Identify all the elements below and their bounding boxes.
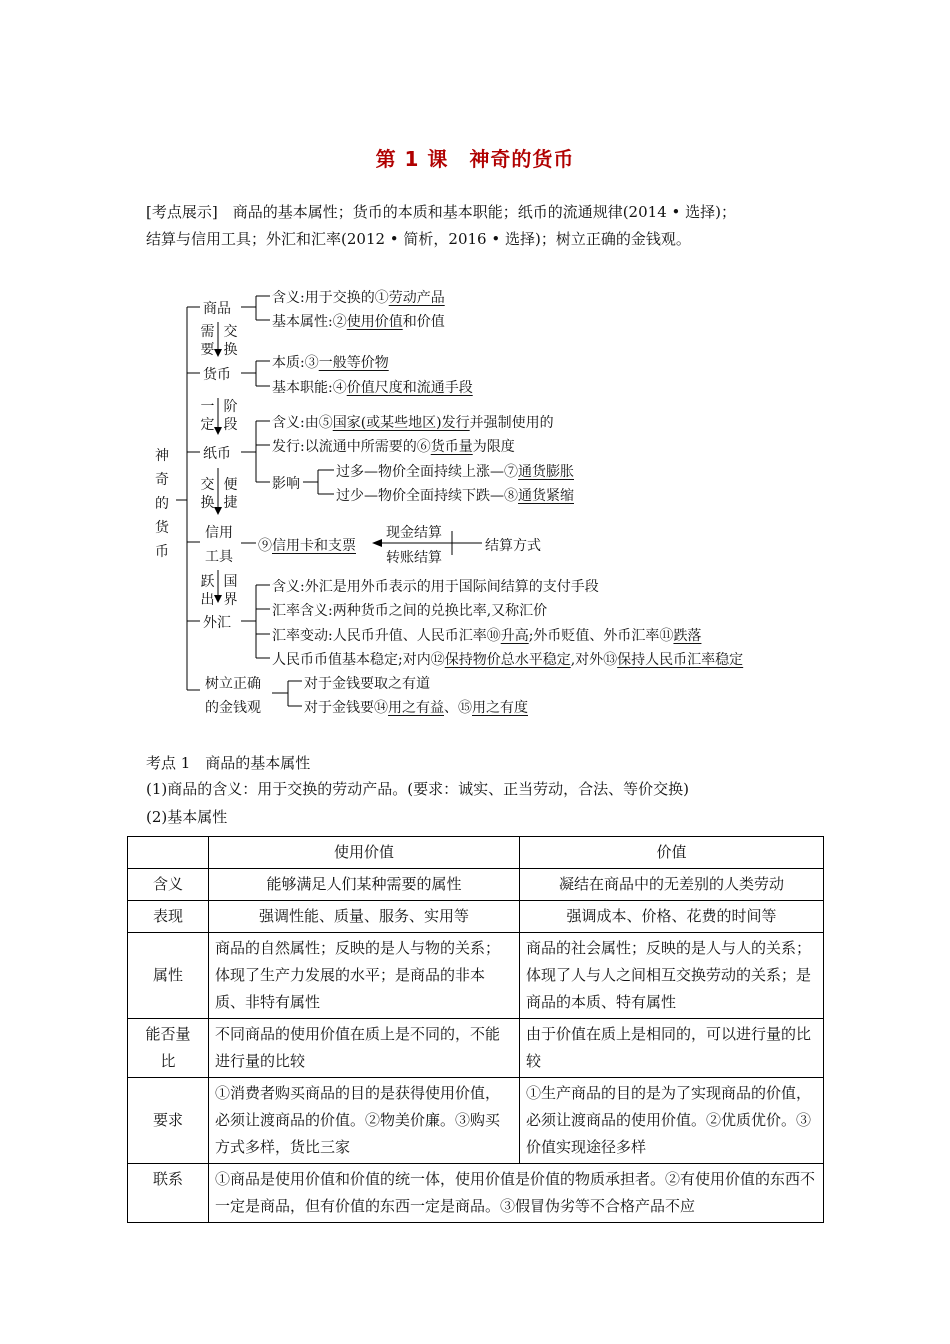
table-cell: ①商品是使用价值和价值的统一体，使用价值是价值的物质承担者。②有使用价值的东西不一定是商品，但有价值的东西一定是商品。③假冒伪劣等不合格产品不应 [209,1164,824,1223]
jinqian-yong: 对于金钱要⑭用之有益、⑮用之有度 [304,700,528,716]
row-label: 能否量比 [128,1019,209,1078]
table-header-row [128,837,824,869]
answer-7: 通货膨胀 [518,464,574,480]
node-xinyong: 信用 [205,525,233,541]
node-shangpin: 商品 [203,301,231,317]
answer-9: 信用卡和支票 [272,538,356,554]
table-cell: 商品的自然属性；反映的是人与物的关系；体现了生产力发展的水平；是商品的非本质、非特有属性 [209,933,520,1019]
node-huobi: 货币 [203,367,231,383]
answer-12: 保持物价总水平稳定 [444,652,571,668]
link-xuyao: 需要 [200,324,215,358]
table-header-cell: 使用价值 [209,837,520,869]
section-heading: 考点 1 商品的基本属性 [146,754,311,772]
table-row [128,869,824,901]
table-row [128,933,824,1019]
answer-4: 价值尺度和流通手段 [346,380,473,396]
mindmap-root: 神奇的货币 [155,448,169,560]
xinyong-gongju: ⑨信用卡和支票 [258,538,356,554]
link-jiaohuan: 交换 [223,324,238,358]
answer-14: 用之有益 [388,700,444,716]
zhibi-guoshao: 过少—物价全面持续下跌—⑧通货紧缩 [336,488,574,504]
node-gongju: 工具 [205,549,233,565]
link-yuechu: 跃出 [200,574,215,608]
answer-13: 保持人民币汇率稳定 [617,652,744,668]
waihui-hanyi: 含义:外汇是用外币表示的用于国际间结算的支付手段 [272,579,599,595]
row-label: 要求 [128,1078,209,1164]
table-cell: ①消费者购买商品的目的是获得使用价值，必须让渡商品的价值。②物美价廉。③购买方式多样，货比三家 [209,1078,520,1164]
table-cell: 不同商品的使用价值在质上是不同的，不能进行量的比较 [209,1019,520,1078]
node-zhibi: 纸币 [203,446,231,462]
huobi-benzhi: 本质:③一般等价物 [272,355,389,371]
table-row [128,901,824,933]
shangpin-hanyi: 含义:用于交换的①劳动产品 [272,290,445,306]
link-guojie: 国界 [223,574,238,608]
table-cell: ①生产商品的目的是为了实现商品的价值，必须让渡商品的使用价值。②优质优价。③价值实现途径多样 [520,1078,824,1164]
table-row [128,1078,824,1164]
table-row [128,1164,824,1223]
answer-2: 使用价值 [346,314,403,330]
link-yiding: 一定 [200,399,215,433]
row-label: 联系 [128,1164,209,1223]
answer-8: 通货紧缩 [518,488,574,504]
waihui-biandong: 汇率变动:人民币升值、人民币汇率⑩升高;外币贬值、外币汇率⑪跌落 [272,628,702,644]
link-bianjie: 便捷 [223,477,238,511]
intro-line-1: [考点展示] 商品的基本属性；货币的本质和基本职能；纸币的流通规律(2014 • 选择)； [146,203,736,221]
table-cell: 商品的社会属性；反映的是人与人的关系；体现了人与人之间相互交换劳动的关系；是商品的本质、特有属性 [520,933,824,1019]
table-header-cell: 价值 [520,837,824,869]
xinyong-xianjin: 现金结算 [386,525,442,541]
answer-15: 用之有度 [472,700,528,716]
zhibi-guoduo: 过多—物价全面持续上涨—⑦通货膨胀 [336,464,574,480]
huobi-zhineng: 基本职能:④价值尺度和流通手段 [272,380,473,396]
node-jinqian-2: 的金钱观 [205,700,261,716]
xinyong-zhuanzhang: 转账结算 [386,550,442,566]
section-item-1: (1)商品的含义：用于交换的劳动产品。(要求：诚实、正当劳动，合法、等价交换) [146,780,689,798]
row-label: 含义 [128,869,209,901]
waihui-wending: 人民币币值基本稳定;对内⑫保持物价总水平稳定,对外⑬保持人民币汇率稳定 [272,652,744,668]
table-header-cell [128,837,209,869]
node-jinqian-1: 树立正确 [205,676,261,692]
answer-10: 升高 [500,628,529,644]
table-cell: 能够满足人们某种需要的属性 [209,869,520,901]
table-cell: 凝结在商品中的无差别的人类劳动 [520,869,824,901]
xinyong-jiesuan: 结算方式 [485,538,541,554]
shangpin-shuxing: 基本属性:②使用价值和价值 [272,314,445,330]
table-cell: 强调性能、质量、服务、实用等 [209,901,520,933]
intro-line-2: 结算与信用工具；外汇和汇率(2012 • 简析，2016 • 选择)；树立正确的金钱观。 [146,230,691,248]
page-title: 第 1 课 神奇的货币 [375,147,575,171]
table-cell: 由于价值在质上是相同的，可以进行量的比较 [520,1019,824,1078]
answer-1: 劳动产品 [388,290,445,306]
section-item-2: (2)基本属性 [146,808,228,826]
link-jiaohuan-2: 交换 [200,477,215,511]
answer-3: 一般等价物 [318,355,389,371]
row-label: 表现 [128,901,209,933]
answer-11: 跌落 [673,628,702,644]
waihui-huilv-hanyi: 汇率含义:两种货币之间的兑换比率,又称汇价 [272,603,548,619]
link-jieduan: 阶段 [223,399,238,433]
row-label: 属性 [128,933,209,1019]
table-cell: 强调成本、价格、花费的时间等 [520,901,824,933]
table-row [128,1019,824,1078]
zhibi-yingxiang: 影响 [272,476,300,492]
attribute-table [127,836,824,1223]
zhibi-hanyi: 含义:由⑤国家(或某些地区)发行并强制使用的 [272,415,554,431]
jinqian-qu: 对于金钱要取之有道 [304,676,430,692]
answer-5: 国家(或某些地区)发行 [332,415,470,431]
zhibi-faxing: 发行:以流通中所需要的⑥货币量为限度 [272,439,515,455]
answer-6: 货币量 [430,439,473,455]
node-waihui: 外汇 [203,615,231,631]
